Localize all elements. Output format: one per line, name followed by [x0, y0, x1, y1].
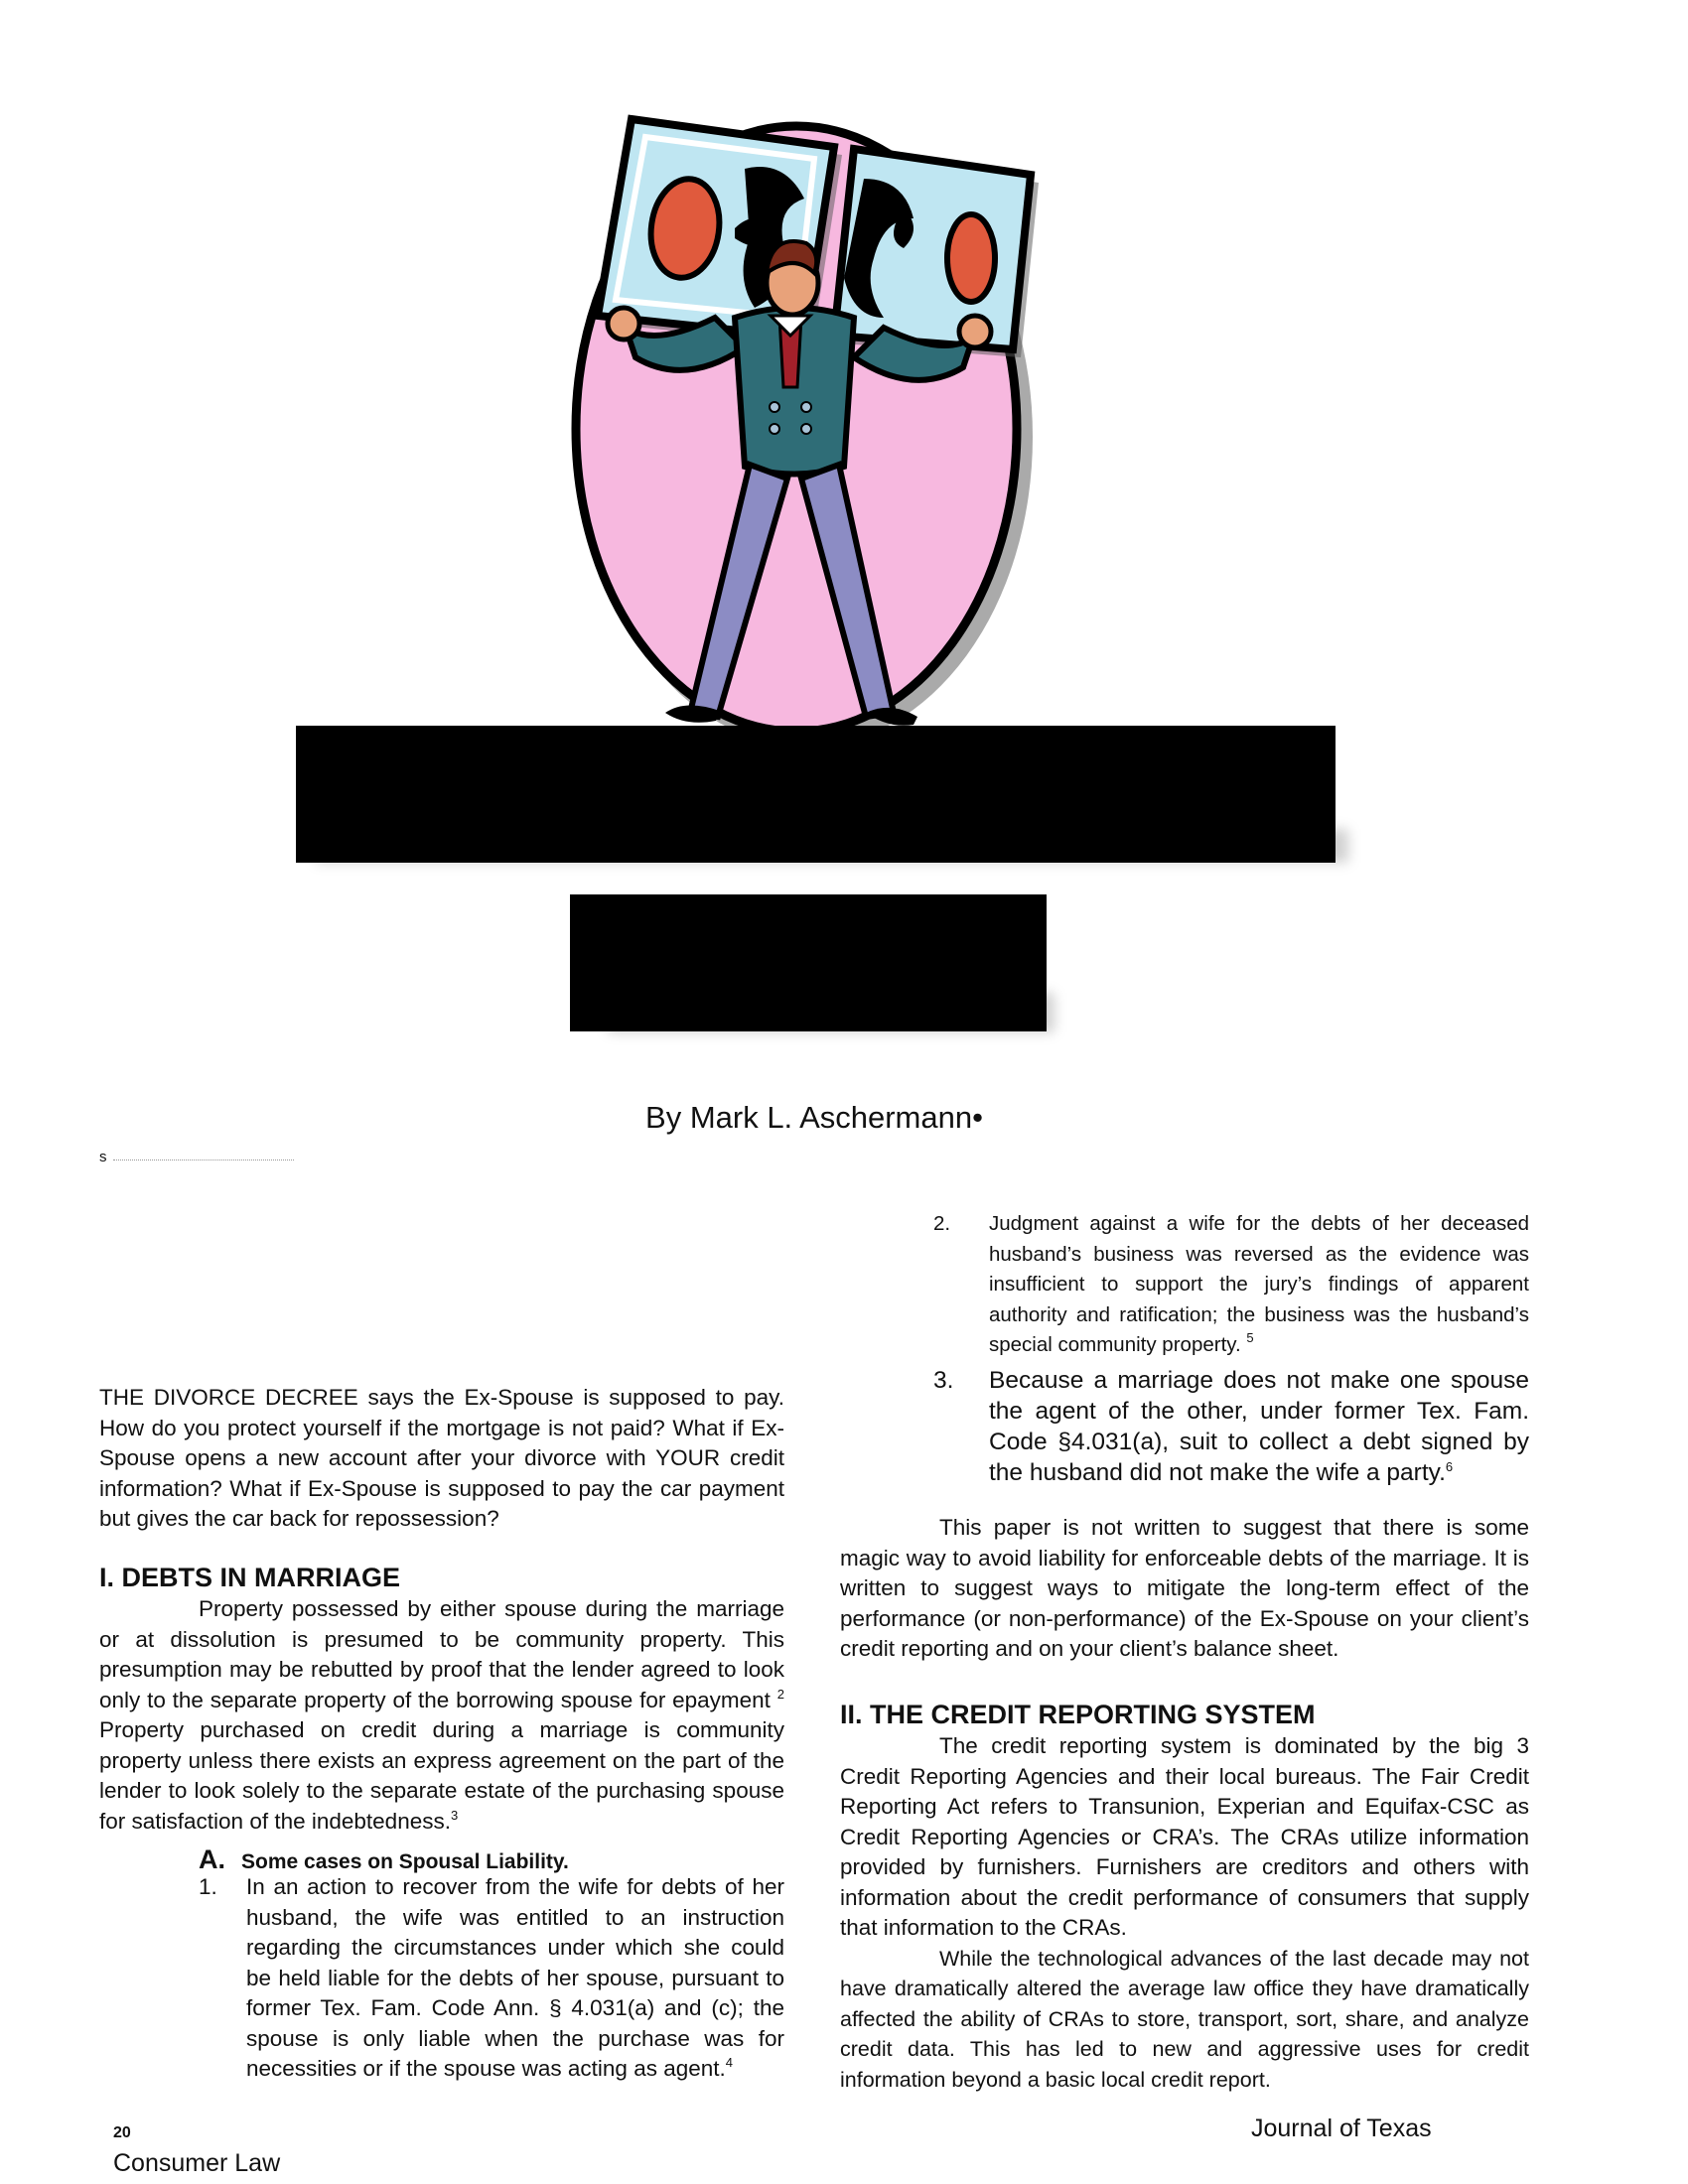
footer-journal-right: Journal of Texas [1251, 2115, 1432, 2142]
case-item-2: 2. Judgment against a wife for the debts of her deceased husband’s business was reversed as the evidence was insufficient to support the jury’s findings of apparent authority and ratification; the business was the husband’s special community property. $^5$ [933, 1212, 1529, 1356]
footer-journal-left: Consumer Law [113, 2149, 281, 2177]
clipart-illustration [536, 89, 1053, 735]
subsection-a-heading: A. Some cases on Spousal Liability. [199, 1844, 569, 1874]
page-number: 20 [113, 2124, 131, 2141]
margin-mark: s [99, 1149, 107, 1165]
case-item-1: 1. In an action to recover from the wife for debts of her husband, the wife was entitled to an instruction regarding the circumstances under which she could be held liable for the debts of her spouse, pursuant to former Tex. Fam. Code Ann. § 4.031(a) and (c); the spouse is only liable when the purchase was for necessities or if the spouse was acting as agent.$^4$ [199, 1874, 784, 2081]
section-2-heading: II. THE CREDIT REPORTING SYSTEM [840, 1700, 1316, 1729]
right-bill-half [834, 149, 1039, 357]
case-item-3: 3. Because a marriage does not make one spouse the agent of the other, under former Tex. Fam. Code §4.031(a), suit to collect a debt signed by the husband did not make the wife a party.$^6$ [933, 1367, 1529, 1486]
intro-paragraph: THE DIVORCE DECREE says the Ex-Spouse is supposed to pay. How do you protect yourself if the mortgage is not paid? What if Ex-Spouse opens a new account after your divorce with YOUR credit information? What if Ex-Spouse is supposed to pay the car payment but gives the car back for repossession? [99, 1385, 784, 1531]
section-1-body: Property possessed by either spouse during the marriage or at dissolution is presumed to be community property. This presumption may be rebutted by proof that the lender agreed to look only to the separate property of the borrowing spouse for epayment $^2$ Property purchased on credit during a marriage is community property unless there exists an express agreement on the part of the lender to look solely to the separate estate of the purchasing spouse for satisfaction of the indebtedness.$^3$ [99, 1596, 784, 1834]
footnote-ref-4: 4 [725, 2055, 734, 2070]
footnote-ref-6: 6 [1445, 1459, 1454, 1474]
closing-paragraph: This paper is not written to suggest that there is some magic way to avoid liability for enforceable debts of the marriage. It is written to suggest ways to mitigate the long-term effect of the performance (or non-performance) of the Ex-Spouse on your client’s credit reporting and on your client’s balance sheet. [840, 1515, 1529, 1661]
title-redaction-bar-1 [296, 726, 1336, 863]
footnote-ref-3: 3 [450, 1807, 459, 1823]
footnote-ref-2: 2 [776, 1686, 784, 1702]
section-2-body: The credit reporting system is dominated by the big 3 Credit Reporting Agencies and their local bureaus. The Fair Credit Reporting Act refers to Transunion, Experian and Equifax-CSC as Credit Reporting Agencies or CRA’s. The CRAs utilize information provided by furnishers. Furnishers are creditors and others with information about the credit performance of consumers that supply that information to the CRAs. While the technological advances of the last decade may not have dramatically altered the average law office they have dramatically affected the ability of CRAs to store, transport, sort, share, and analyze credit data. This has led to new and aggressive uses for credit information beyond a basic local credit report. [840, 1733, 1529, 2092]
title-redaction-bar-2 [570, 894, 1047, 1031]
footnote-ref-5: 5 [1246, 1330, 1254, 1345]
section-1-heading: I. DEBTS IN MARRIAGE [99, 1563, 401, 1592]
byline: By Mark L. Aschermann• [645, 1100, 983, 1135]
